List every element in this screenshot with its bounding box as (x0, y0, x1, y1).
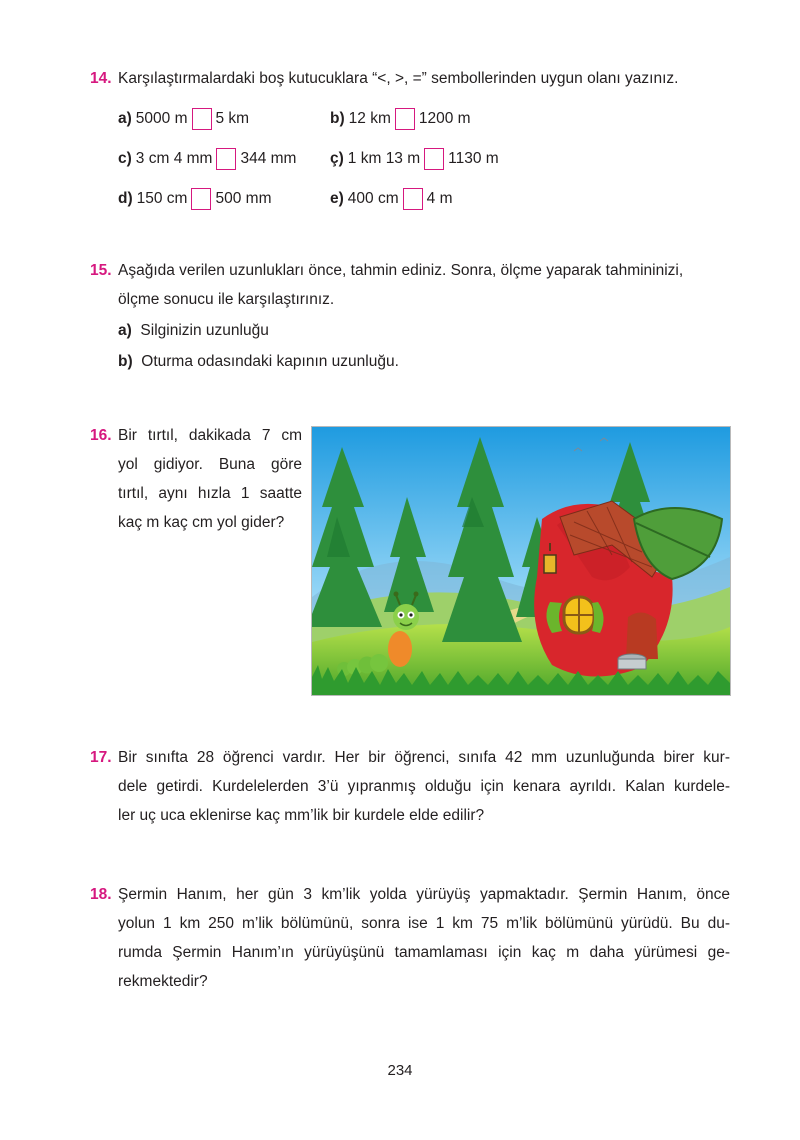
item-label: a) (118, 322, 132, 339)
question-text: Bir sınıfta 28 öğrenci vardır. Her bir öğrenci, sınıfa 42 mm uzunluğunda birer kur- (118, 749, 730, 766)
left-value: 3 cm 4 mm (135, 150, 213, 167)
left-value: 5000 m (135, 110, 188, 127)
question-text: Bir tırtıl, dakikada 7 cm (118, 427, 302, 444)
question-text-cont: yol gidiyor. Buna göre (118, 456, 302, 473)
answer-box[interactable] (403, 188, 423, 210)
right-value: 1200 m (418, 110, 471, 127)
question-16 (90, 421, 302, 537)
question-number: 17. (90, 749, 112, 766)
comparison-b (330, 108, 471, 130)
question-text-cont: yolun 1 km 250 m’lik bölümünü, sonra ise 1 km 75 m’lik bölümünü yürüdü. Bu du- (118, 915, 730, 932)
comparison-a (118, 108, 249, 130)
item-text: Silginizin uzunluğu (140, 322, 269, 339)
question-text: Karşılaştırmalardaki boş kutucuklara “<, >, =” sembollerinden uygun olanı yazınız. (118, 70, 679, 87)
comparison-e (330, 188, 452, 210)
item-label: b) (330, 110, 345, 127)
question-number: 18. (90, 886, 112, 903)
item-label: d) (118, 190, 133, 207)
comparison-c (118, 148, 296, 170)
caterpillar-house-illustration (311, 426, 731, 696)
answer-box[interactable] (395, 108, 415, 130)
sub-item-a (90, 316, 730, 345)
right-value: 344 mm (240, 150, 297, 167)
item-label: e) (330, 190, 344, 207)
question-text: Şermin Hanım, her gün 3 km’lik yolda yürüyüş yapmaktadır. Şermin Hanım, önce (118, 886, 730, 903)
item-label: c) (118, 150, 132, 167)
answer-box[interactable] (424, 148, 444, 170)
item-text: Oturma odasındaki kapının uzunluğu. (141, 353, 399, 370)
question-text-cont: dele getirdi. Kurdelelerden 3’ü yıpranmış olduğu için kenara ayrıldı. Kalan kurdele- (118, 778, 730, 795)
item-label: b) (118, 353, 133, 370)
left-value: 1 km 13 m (347, 150, 421, 167)
answer-box[interactable] (216, 148, 236, 170)
right-value: 1130 m (448, 150, 499, 167)
question-17 (90, 743, 730, 830)
question-15 (90, 256, 730, 376)
item-label: a) (118, 110, 132, 127)
right-value: 5 km (215, 110, 250, 127)
question-text-cont: rumda Şermin Hanım’ın yürüyüşünü tamamlaması için kaç m daha yürümesi ge- (118, 944, 730, 961)
question-number: 14. (90, 70, 112, 87)
right-value: 4 m (426, 190, 453, 207)
left-value: 150 cm (136, 190, 188, 207)
question-text-cont: kaç m kaç cm yol gider? (118, 514, 285, 531)
sub-item-b (90, 347, 730, 376)
comparison-cc (330, 148, 499, 170)
question-text-cont: tırtıl, aynı hızla 1 saatte (118, 485, 302, 502)
question-18 (90, 880, 730, 996)
left-value: 400 cm (347, 190, 399, 207)
question-text-cont: rekmektedir? (118, 973, 208, 990)
item-label: ç) (330, 150, 344, 167)
answer-box[interactable] (192, 108, 212, 130)
comparison-d (118, 188, 271, 210)
question-text-cont: ler uç uca eklenirse kaç mm’lik bir kurdele elde edilir? (118, 807, 485, 824)
question-14 (90, 64, 730, 93)
left-value: 12 km (348, 110, 391, 127)
right-value: 500 mm (215, 190, 272, 207)
page-number: 234 (387, 1062, 413, 1079)
question-text: Aşağıda verilen uzunlukları önce, tahmin ediniz. Sonra, ölçme yaparak tahmininizi, (118, 262, 684, 279)
answer-box[interactable] (191, 188, 211, 210)
question-text-cont: ölçme sonucu ile karşılaştırınız. (118, 291, 335, 308)
question-number: 15. (90, 262, 112, 279)
question-number: 16. (90, 427, 112, 444)
